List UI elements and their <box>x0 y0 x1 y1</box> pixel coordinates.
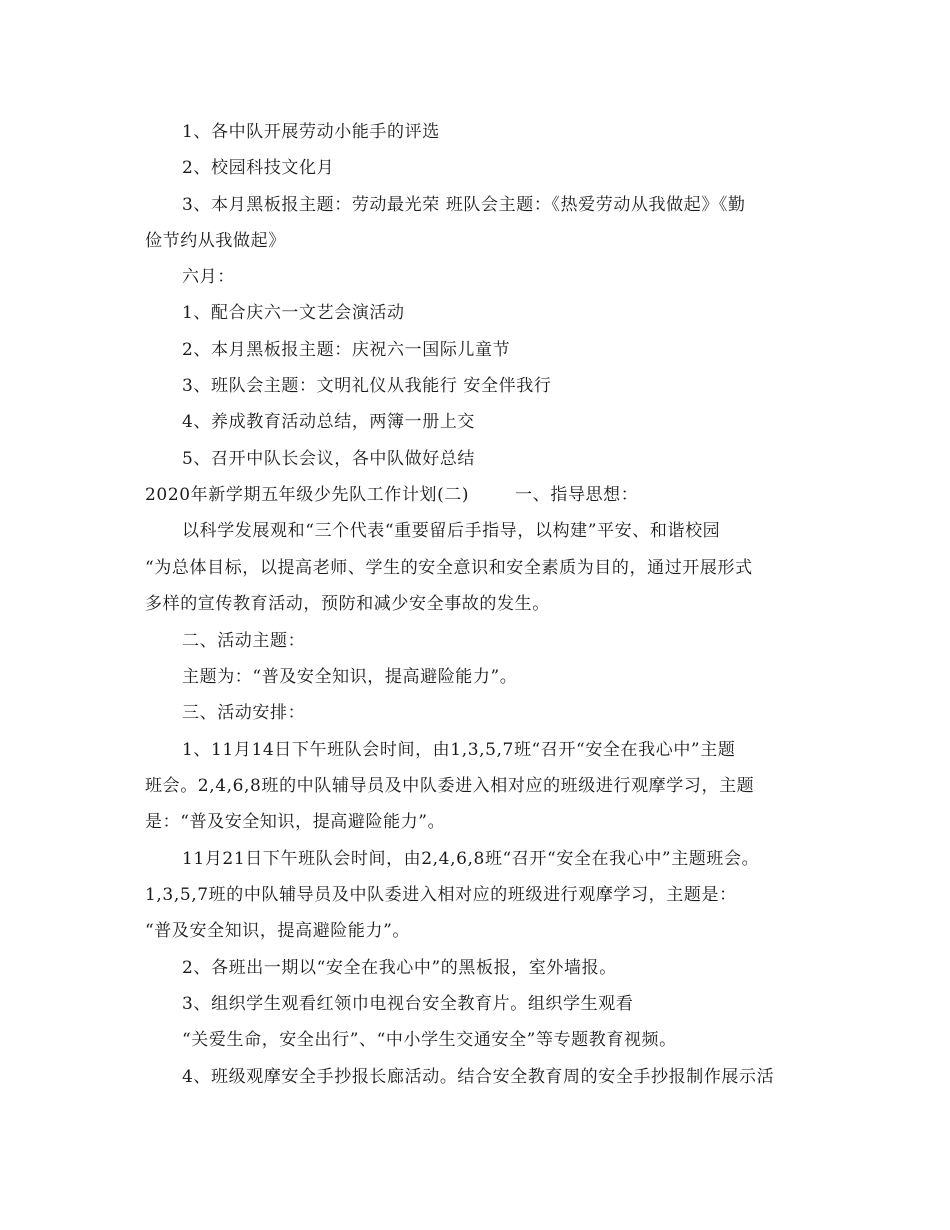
text-line: 4、班级观摩安全手抄报长廊活动。结合安全教育周的安全手抄报制作展示活 <box>182 1067 775 1087</box>
text-line: 5、召开中队长会议，各中队做好总结 <box>182 449 476 469</box>
text-line: 3、组织学生观看红领巾电视台安全教育片。组织学生观看 <box>182 994 634 1014</box>
text-line: “普及安全知识，提高避险能力”。 <box>145 921 410 941</box>
section-heading-line <box>145 484 638 506</box>
text-line: 三、活动安排： <box>182 703 306 723</box>
text-line: 4、养成教育活动总结，两簿一册上交 <box>182 412 476 432</box>
text-line: 是：“普及安全知识，提高避险能力”。 <box>145 812 446 832</box>
text-line: 3、班队会主题：文明礼仪从我能行 安全伴我行 <box>182 376 552 396</box>
text-line: “为总体目标，以提高老师、学生的安全意识和安全素质为目的，通过开展形式 <box>145 558 753 578</box>
text-line: 以科学发展观和“三个代表“重要留后手指导，以构建”平安、和谐校园 <box>182 521 721 541</box>
text-line: 2、本月黑板报主题：庆祝六一国际儿童节 <box>182 340 511 360</box>
text-line: 2、校园科技文化月 <box>182 158 335 178</box>
text-line: 2、各班出一期以“安全在我心中”的黑板报，室外墙报。 <box>182 958 617 978</box>
text-line: “关爱生命，安全出行”、“中小学生交通安全”等专题教育视频。 <box>182 1030 677 1050</box>
text-line: 1、11月14日下午班队会时间，由1,3,5,7班“召开“安全在我心中”主题 <box>182 740 736 760</box>
document-title: 2020年新学期五年级少先队工作计划(二) <box>145 485 470 505</box>
text-line: 1、配合庆六一文艺会演活动 <box>182 303 405 323</box>
text-line: 二、活动主题： <box>182 631 306 651</box>
section-heading: 一、指导思想： <box>515 485 639 505</box>
text-line: 俭节约从我做起》 <box>145 231 286 251</box>
text-line: 班会。2,4,6,8班的中队辅导员及中队委进入相对应的班级进行观摩学习，主题 <box>145 776 755 796</box>
text-line: 六月： <box>182 267 235 287</box>
text-line: 多样的宣传教育活动，预防和减少安全事故的发生。 <box>145 594 550 614</box>
text-line: 1,3,5,7班的中队辅导员及中队委进入相对应的班级进行观摩学习，主题是： <box>145 885 737 905</box>
text-line: 主题为：“普及安全知识，提高避险能力”。 <box>182 667 518 687</box>
text-line: 11月21日下午班队会时间，由2,4,6,8班“召开“安全在我心中”主题班会。 <box>182 849 760 869</box>
text-line: 1、各中队开展劳动小能手的评选 <box>182 122 440 142</box>
text-line: 3、本月黑板报主题：劳动最光荣 班队会主题：《热爱劳动从我做起》《勤 <box>182 195 746 215</box>
